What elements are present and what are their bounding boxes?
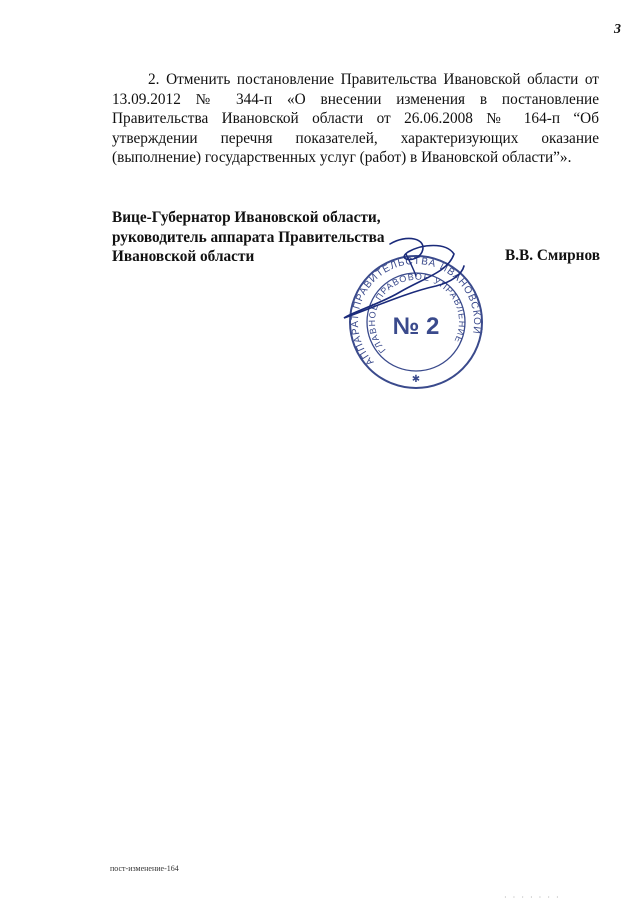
signer-position-line: руководитель аппарата Правительства: [112, 228, 385, 246]
stamp-inner-text: ГЛАВНОЕ ПРАВОВОЕ УПРАВЛЕНИЕ: [366, 271, 468, 356]
footer-filename: пост-изменение-164: [110, 864, 179, 873]
stamp-star-icon: ✱: [411, 374, 421, 385]
stamp-outer-text: АППАРАТ ПРАВИТЕЛЬСТВА ИВАНОВСКОЙ: [349, 255, 483, 368]
signer-name: В.В. Смирнов: [505, 247, 601, 264]
body-paragraph: 2. Отменить постановление Правительства Ивановской области от 13.09.2012 № 344-п «О внесении изменения в постановление Правительства Ивановской области от 26.06.2008 № 164-п “Об утверждении перечня показателей, характеризующих оказание (выполнение) государственных услуг (работ) в Ивановской области”».: [112, 71, 599, 166]
signer-position-line: Ивановской области: [112, 248, 255, 265]
page-number: 3: [614, 22, 621, 37]
scan-dots: · · · · · · ·: [504, 893, 561, 902]
signer-position-line: Вице-Губернатор Ивановской области,: [112, 209, 381, 226]
official-stamp: [336, 222, 496, 392]
stamp-center-number: № 2: [392, 313, 440, 340]
